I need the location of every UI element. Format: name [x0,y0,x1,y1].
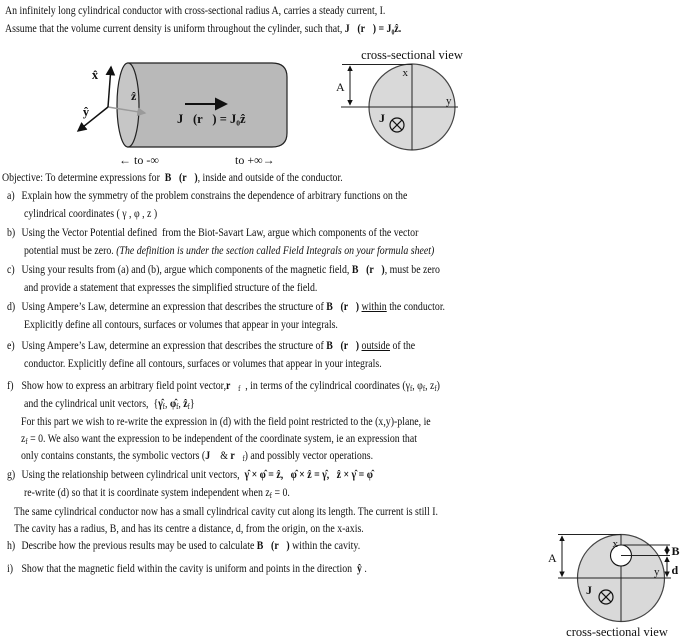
item-d-line-2 [24,318,338,332]
text-segment: J⃗ [205,449,218,462]
x-label: x [402,67,408,79]
text-segment: z [21,432,26,445]
item-b-line-2 [24,244,434,258]
text-segment: f [187,402,190,412]
text-segment: r⃗ [230,449,243,462]
item-marker: b) [7,226,16,239]
offset-label: d [671,563,679,577]
item-f-para-line-1 [21,415,431,429]
intro-line-2 [5,22,401,36]
x-label: x [612,538,618,550]
item-f-line-2 [24,397,195,414]
text-segment: ) and possibly vector operations. [244,449,374,462]
item-marker: h) [7,539,16,552]
text-segment: f [422,384,426,394]
item-d-line-1 [7,300,445,314]
text-segment: B⃗(r⃗) [351,263,385,276]
text-segment: potential must be zero. [24,244,117,257]
item-f-para-line-2 [21,432,417,449]
text-segment: outside [361,339,391,352]
cavity-para-line-1 [14,505,438,519]
item-marker: e) [7,339,15,352]
text-segment: Explain how the symmetry of the problem constrains the dependence of arbitrary functions on the [21,189,408,202]
text-segment: B⃗(r⃗) [326,339,360,352]
text-segment: B⃗(r⃗) [326,300,360,313]
cavity-radius-label: B [671,544,680,558]
text-segment: f [434,384,437,394]
x-axis-arrow [108,67,111,107]
text-segment: γ̂ [158,397,163,410]
text-segment: = 0. [271,486,290,499]
text-segment: For this part we wish to re-write the expression in (d) with the field point restricted to the (x,y)-plane, ie [21,415,431,428]
text-segment: = 0. We also want the expression to be independent of the coordinate system, ie an expression that [27,432,417,445]
text-segment: B⃗(r⃗) [164,171,198,184]
text-segment: f [409,384,413,394]
text-segment: within the cavity. [289,539,361,552]
cavity-para-line-2 [14,522,364,536]
item-marker: f) [7,379,14,392]
text-segment: , z [425,379,435,392]
z-axis-label: ẑ [131,89,137,103]
x-axis-label: x̂ [91,68,99,82]
item-c-line-1 [7,263,440,277]
cylinder-endcap [117,63,139,147]
text-segment: Assume that the volume current density is uniform throughout the cylinder, such that, [5,22,345,35]
item-e-line-1 [7,339,415,353]
text-segment: J⃗(r⃗) = J₀ẑ. [344,22,402,35]
text-segment: , φ [412,379,423,392]
item-c-line-2 [24,281,317,295]
text-segment: γ̂ × φ̂ = ẑ, φ̂ × ẑ = γ̂, ẑ × γ̂ = φ̂ [244,468,373,481]
cross-section-figure-top [335,45,470,163]
text-segment: and provide a statement that expresses the simplified structure of the field. [24,281,318,294]
current-symbol-label: J⃗ [586,583,602,597]
item-h-line-1 [7,539,360,553]
item-g-line-2 [24,486,290,503]
text-segment: f [162,402,166,412]
text-segment: & [217,449,231,462]
current-symbol-label: J [379,111,385,125]
text-segment: the conductor. [386,300,446,313]
cross-section-figure-bottom [540,525,685,639]
figure-caption: cross-sectional view [566,625,668,639]
text-segment: The cavity has a radius, B, and has its centre a distance, d, from the origin, on the x-axis. [14,522,364,535]
item-b-line-1 [7,226,418,240]
text-segment: f [242,454,245,464]
text-segment: re-write (d) so that it is coordinate system independent when z [24,486,270,499]
text-segment: , [178,397,184,410]
y-axis-label: ŷ [82,105,90,119]
item-a-line-1 [7,189,407,203]
text-segment: B⃗(r⃗) [256,539,290,552]
text-segment: , [165,397,170,410]
text-segment: Using your results from (a) and (b), argue which components of the magnetic field, [21,263,352,276]
item-marker: i) [7,562,14,575]
text-segment: , must be zero [384,263,440,276]
text-segment: The same cylindrical conductor now has a small cylindrical cavity cut along its length. The current is still I. [14,505,439,518]
text-segment: , in terms of the cylindrical coordinates (γ [240,379,410,392]
cylinder-figure [55,52,320,174]
item-marker: g) [7,468,16,481]
text-segment: only contains constants, the symbolic vectors ( [21,449,206,462]
item-marker: a) [7,189,15,202]
text-segment: ) [436,379,440,392]
radius-label: A [548,551,557,565]
text-segment: ẑ [183,397,188,410]
text-segment: conductor. Explicitly define all contours, surfaces or volumes that appear in your integrals. [24,357,382,370]
current-density-label: J⃗(r⃗) = J₀ẑ [177,112,246,126]
item-e-line-2 [24,357,382,371]
item-f-line-1 [7,379,440,396]
text-segment: f [238,384,241,394]
text-segment: Using Ampere’s Law, determine an expression that describes the structure of [21,339,327,352]
y-label: y [446,95,452,107]
text-segment: Show that the magnetic field within the cavity is uniform and points in the direction [21,562,358,575]
text-segment: . [361,562,367,575]
item-i-line-1 [7,562,367,576]
text-segment: f [176,402,179,412]
text-segment: Explicitly define all contours, surfaces or volumes that appear in your integrals. [24,318,338,331]
text-segment: , inside and outside of the conductor. [197,171,343,184]
text-segment: Using the relationship between cylindrical unit vectors, [21,468,245,481]
to-positive-infinity-label: to +∞→ [235,153,275,167]
item-g-line-1 [7,468,373,482]
figure-title: cross-sectional view [361,48,463,62]
text-segment: } [189,397,195,410]
item-marker: d) [7,300,16,313]
text-segment: Objective: To determine expressions for [2,171,165,184]
text-segment: f [269,491,272,501]
text-segment: ŷ [357,562,362,575]
text-segment: f [25,437,28,447]
text-segment: of the [390,339,416,352]
text-segment: and the cylindrical unit vectors, { [24,397,159,410]
item-marker: c) [7,263,15,276]
text-segment: An infinitely long cylindrical conductor with cross-sectional radius A, carries a steady current, I. [5,4,386,17]
text-segment: Using the Vector Potential defined from the Biot-Savart Law, argue which components of the vector [21,226,419,239]
to-negative-infinity-label: ← to -∞ [119,153,159,167]
text-segment: Show how to express an arbitrary field point vector, [21,379,227,392]
text-segment: φ̂ [169,397,177,410]
item-f-para-line-3 [21,449,373,466]
text-segment: (The definition is under the section called Field Integrals on your formula sheet) [116,244,435,257]
text-segment: within [361,300,387,313]
intro-line-1 [5,4,385,18]
radius-label: A [336,80,345,94]
item-a-line-2 [24,207,157,221]
text-segment: cylindrical coordinates ( γ , φ , z ) [24,207,158,220]
text-segment: Describe how the previous results may be used to calculate [21,539,257,552]
text-segment: r⃗ [226,379,239,392]
y-label: y [654,566,660,578]
text-segment: Using Ampere’s Law, determine an expression that describes the structure of [21,300,327,313]
